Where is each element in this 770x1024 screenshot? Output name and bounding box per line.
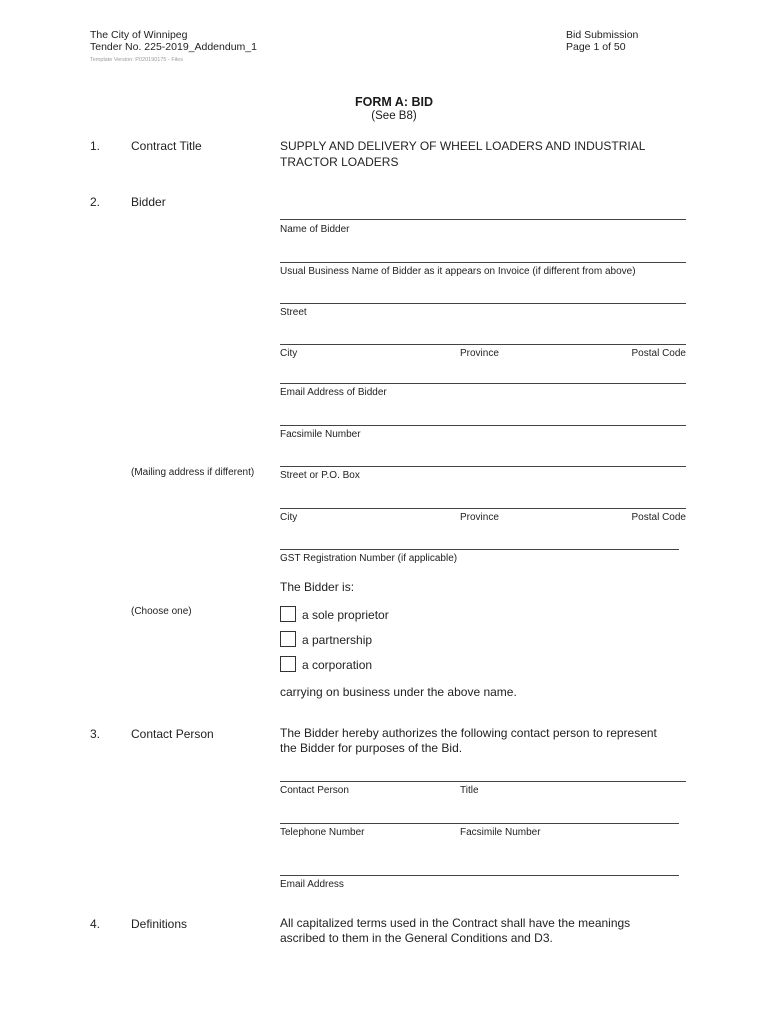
definitions-line-2: ascribed to them in the General Conditions and D3. — [280, 931, 553, 945]
header-document-type: Bid Submission — [566, 29, 639, 41]
section-1-label: Contract Title — [131, 139, 202, 153]
section-2-label: Bidder — [131, 195, 166, 209]
mailing-postal-code-caption: Postal Code — [631, 512, 686, 523]
section-3-label: Contact Person — [131, 727, 214, 741]
contact-email-line[interactable] — [280, 875, 679, 876]
usual-business-name-line[interactable] — [280, 262, 686, 263]
choose-one-note: (Choose one) — [131, 606, 192, 617]
section-3-number: 3. — [90, 727, 101, 741]
mailing-address-note: (Mailing address if different) — [131, 467, 255, 478]
gst-caption: GST Registration Number (if applicable) — [280, 553, 458, 564]
city-caption: City — [280, 348, 298, 359]
facsimile-line[interactable] — [280, 425, 686, 426]
email-caption: Email Address of Bidder — [280, 387, 387, 398]
mailing-city-province-postal-line[interactable] — [280, 508, 686, 509]
contact-authorization-line-2: the Bidder for purposes of the Bid. — [280, 741, 463, 755]
gst-line[interactable] — [280, 549, 679, 550]
section-2-number: 2. — [90, 195, 101, 209]
form-title: FORM A: BID — [355, 95, 433, 109]
street-line[interactable] — [280, 303, 686, 304]
contact-email-caption: Email Address — [280, 879, 344, 890]
street-po-caption: Street or P.O. Box — [280, 470, 360, 481]
mailing-province-caption: Province — [460, 512, 499, 523]
province-caption: Province — [460, 348, 499, 359]
section-1-number: 1. — [90, 139, 101, 153]
sole-proprietor-checkbox[interactable] — [280, 606, 296, 622]
template-version: Template Version: P020190175 - Files — [90, 57, 183, 63]
contact-facsimile-caption: Facsimile Number — [460, 827, 541, 838]
bidder-is-label: The Bidder is: — [280, 580, 355, 594]
contact-title-caption: Title — [460, 785, 479, 796]
name-of-bidder-line[interactable] — [280, 219, 686, 220]
usual-business-name-caption: Usual Business Name of Bidder as it appears on Invoice (if different from above) — [280, 266, 636, 277]
corporation-label: a corporation — [302, 658, 373, 672]
city-province-postal-line[interactable] — [280, 344, 686, 345]
telephone-facsimile-line[interactable] — [280, 823, 679, 824]
form-subtitle: (See B8) — [371, 110, 417, 122]
name-of-bidder-caption: Name of Bidder — [280, 224, 350, 235]
header-organization: The City of Winnipeg — [90, 29, 188, 41]
header-tender-number: Tender No. 225-2019_Addendum_1 — [90, 41, 257, 53]
postal-code-caption: Postal Code — [631, 348, 686, 359]
partnership-label: a partnership — [302, 633, 373, 647]
email-line[interactable] — [280, 383, 686, 384]
corporation-checkbox[interactable] — [280, 656, 296, 672]
section-4-label: Definitions — [131, 917, 188, 931]
section-4-number: 4. — [90, 917, 101, 931]
contract-title-line-2: TRACTOR LOADERS — [280, 155, 399, 169]
mailing-street-line[interactable] — [280, 466, 686, 467]
contact-person-caption: Contact Person — [280, 785, 349, 796]
definitions-line-1: All capitalized terms used in the Contract shall have the meanings — [280, 916, 631, 930]
contract-title-line-1: SUPPLY AND DELIVERY OF WHEEL LOADERS AND INDUSTRIAL — [280, 139, 646, 153]
contact-person-line[interactable] — [280, 781, 686, 782]
header-page-number: Page 1 of 50 — [566, 41, 626, 53]
facsimile-caption: Facsimile Number — [280, 429, 361, 440]
mailing-city-caption: City — [280, 512, 298, 523]
street-caption: Street — [280, 307, 307, 318]
carrying-on-business-text: carrying on business under the above name. — [280, 685, 517, 699]
telephone-caption: Telephone Number — [280, 827, 365, 838]
sole-proprietor-label: a sole proprietor — [302, 608, 389, 622]
contact-authorization-line-1: The Bidder hereby authorizes the following contact person to represent — [280, 726, 657, 740]
partnership-checkbox[interactable] — [280, 631, 296, 647]
